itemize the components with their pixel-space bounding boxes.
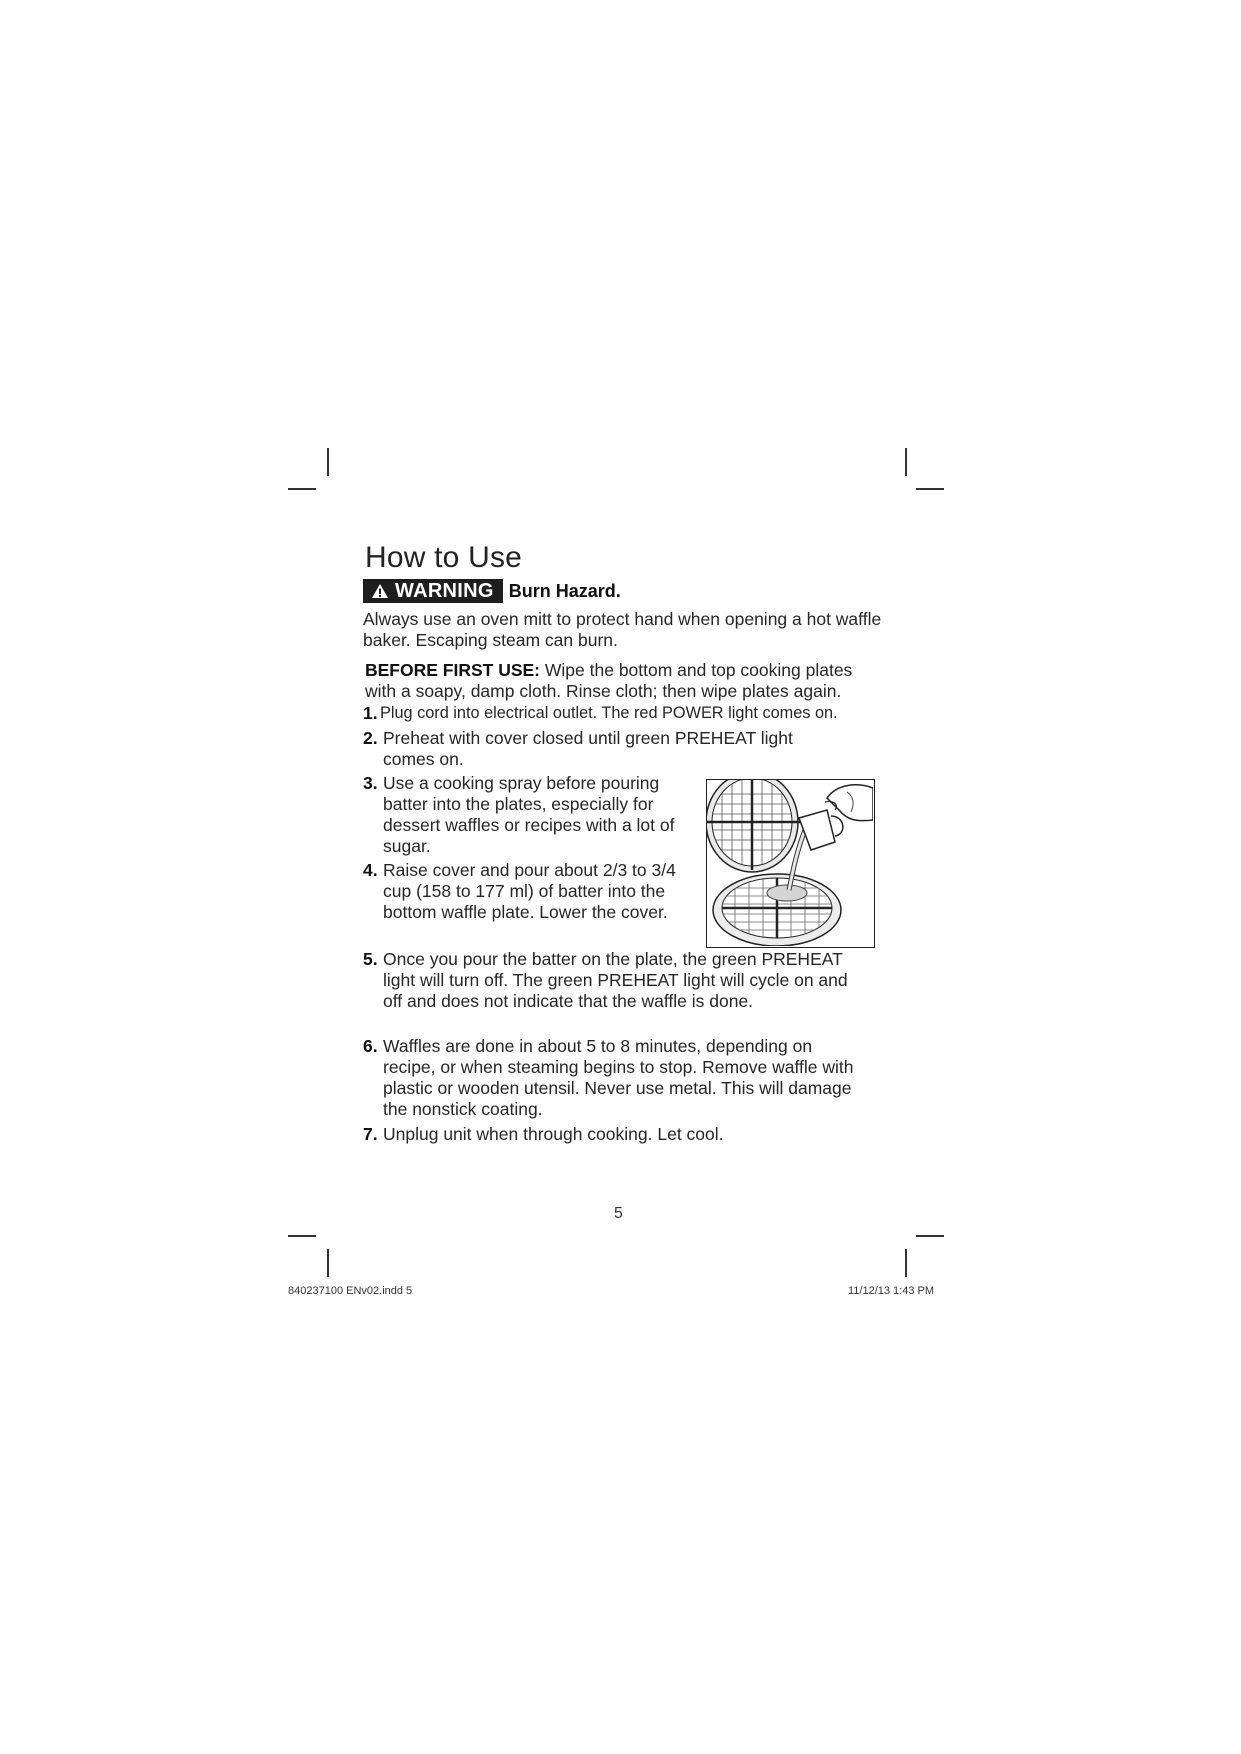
warning-row (363, 579, 621, 603)
file-slug: 840237100 ENv02.indd 5 (288, 1285, 413, 1297)
page-title: How to Use (365, 541, 523, 575)
step-number: 2. (363, 728, 378, 748)
step-item (363, 728, 833, 770)
step-number: 5. (363, 949, 378, 969)
step-number: 1. (363, 703, 378, 723)
crop-mark (905, 448, 907, 476)
page-number: 5 (614, 1205, 623, 1222)
step-item (363, 773, 683, 857)
before-first-use-text: Wipe the bottom and top cooking plates with a soapy, damp cloth. Rinse cloth; then wipe plates again. (365, 660, 853, 701)
before-first-use-label: BEFORE FIRST USE: (365, 660, 541, 680)
step-text: Unplug unit when through cooking. Let cool. (383, 1124, 724, 1144)
waffle-baker-drawing (707, 780, 873, 946)
step-number: 6. (363, 1036, 378, 1056)
warning-text: Always use an oven mitt to protect hand when opening a hot waffle baker. Escaping steam can burn. (363, 609, 882, 650)
step-text: Use a cooking spray before pouring batter into the plates, especially for dessert waffles or recipes with a lot of sugar. (383, 773, 675, 856)
crop-mark (916, 1235, 944, 1237)
step-text: Once you pour the batter on the plate, the green PREHEAT light will turn off. The green PREHEAT light will cycle on and off and does not indicate that the waffle is done. (383, 949, 848, 1011)
crop-mark (288, 488, 316, 490)
warning-label: WARNING (395, 579, 494, 602)
hazard-label: Burn Hazard. (508, 580, 621, 601)
crop-mark (905, 1249, 907, 1277)
step-text: Plug cord into electrical outlet. The red POWER light comes on. (380, 704, 838, 722)
step-text: Waffles are done in about 5 to 8 minutes, depending on recipe, or when steaming begins to stop. Remove waffle with plastic or wooden utensil. Never use metal. This will damage the nonstick coating. (383, 1036, 854, 1119)
crop-mark (916, 488, 944, 490)
date-slug: 11/12/13 1:43 PM (848, 1285, 935, 1297)
crop-mark (288, 1235, 316, 1237)
step-number: 7. (363, 1124, 378, 1144)
crop-mark (327, 448, 329, 476)
crop-mark (327, 1249, 329, 1277)
step-text: Raise cover and pour about 2/3 to 3/4 cup (158 to 177 ml) of batter into the bottom waffle plate. Lower the cover. (383, 860, 676, 922)
step-text: Preheat with cover closed until green PREHEAT light comes on. (383, 728, 793, 769)
step-item (363, 703, 903, 724)
warning-badge (363, 579, 503, 603)
step-item (363, 949, 863, 1012)
before-first-use (365, 660, 885, 702)
waffle-pouring-illustration (706, 779, 875, 948)
step-number: 3. (363, 773, 378, 793)
warning-triangle-icon (371, 583, 389, 599)
step-item (363, 1124, 883, 1145)
step-number: 4. (363, 860, 378, 880)
step-item (363, 860, 683, 923)
step-item (363, 1036, 863, 1120)
